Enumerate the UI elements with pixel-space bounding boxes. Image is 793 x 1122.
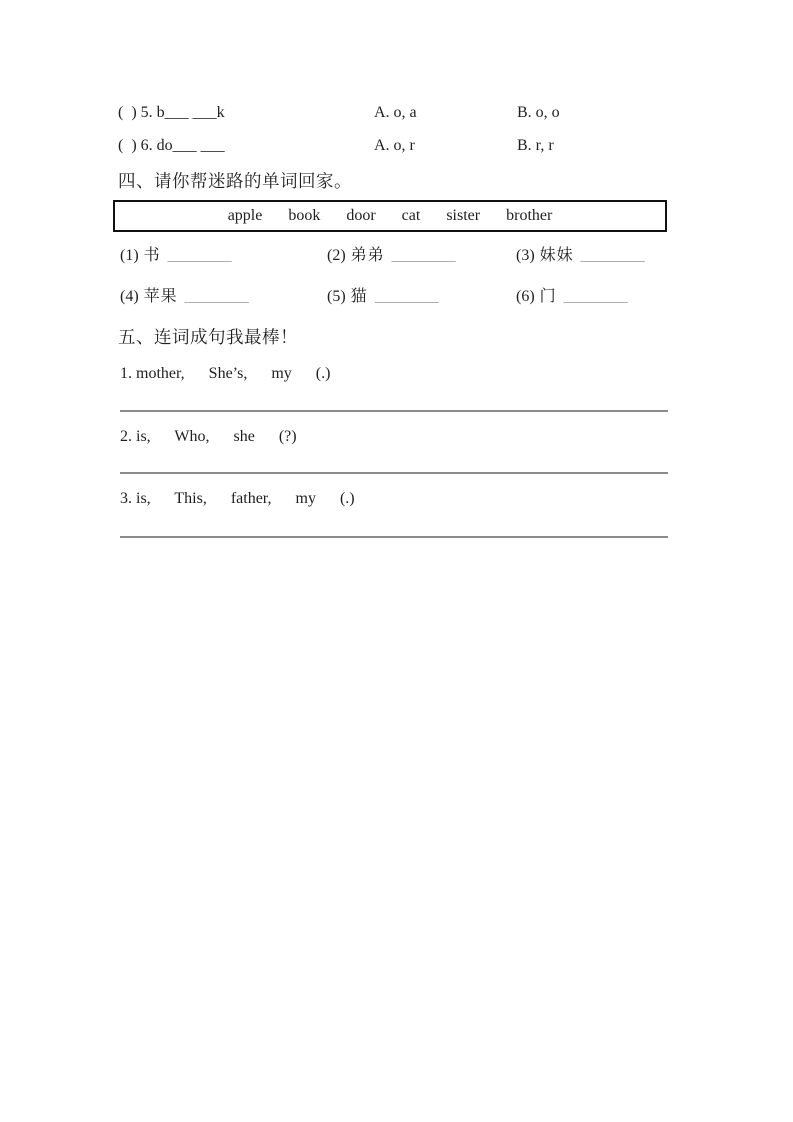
question-row-6 — [0, 136, 793, 158]
writing-line-1 — [120, 410, 668, 412]
question-text: ( ) 6. do___ ___ — [118, 137, 225, 154]
option-b: B. o, o — [517, 104, 560, 121]
answer-blank: ________ — [184, 288, 249, 305]
section4-title: 四、请你帮迷路的单词回家。 — [118, 171, 352, 191]
option-a: A. o, r — [374, 137, 415, 154]
sentence-3: 3. is, This, father, my (.) — [120, 490, 355, 507]
fill-item-1 — [120, 245, 232, 266]
word-bank-box — [113, 200, 667, 232]
item-word: 妹妹 — [539, 247, 574, 264]
sentence-2: 2. is, Who, she (?) — [120, 428, 297, 445]
item-number: (1) — [120, 247, 139, 264]
section5-title: 五、连词成句我最棒！ — [118, 327, 298, 347]
fill-item-4 — [120, 286, 249, 307]
word-bank-word: cat — [401, 207, 421, 224]
item-number: (3) — [516, 247, 535, 264]
word-bank-word: door — [346, 207, 376, 224]
item-word: 书 — [143, 247, 161, 264]
answer-blank: ________ — [391, 247, 456, 264]
word-bank-word: brother — [506, 207, 553, 224]
fill-item-6 — [516, 286, 628, 307]
fill-item-3 — [516, 245, 645, 266]
word-bank-word: book — [288, 207, 321, 224]
question-row-5 — [0, 103, 793, 125]
answer-blank: ________ — [563, 288, 628, 305]
writing-line-3 — [120, 536, 668, 538]
word-bank-word: sister — [446, 207, 481, 224]
option-b: B. r, r — [517, 137, 554, 154]
question-text: ( ) 5. b___ ___k — [118, 104, 225, 121]
fill-item-2 — [327, 245, 456, 266]
item-word: 苹果 — [143, 288, 178, 305]
item-number: (2) — [327, 247, 346, 264]
item-number: (5) — [327, 288, 346, 305]
answer-blank: ________ — [580, 247, 645, 264]
item-number: (6) — [516, 288, 535, 305]
answer-blank: ________ — [167, 247, 232, 264]
sentence-1: 1. mother, She’s, my (.) — [120, 365, 331, 382]
writing-line-2 — [120, 472, 668, 474]
word-bank-word: apple — [227, 207, 263, 224]
item-word: 弟弟 — [350, 247, 385, 264]
answer-blank: ________ — [374, 288, 439, 305]
item-number: (4) — [120, 288, 139, 305]
option-a: A. o, a — [374, 104, 417, 121]
fill-item-5 — [327, 286, 439, 307]
item-word: 猫 — [350, 288, 368, 305]
item-word: 门 — [539, 288, 557, 305]
